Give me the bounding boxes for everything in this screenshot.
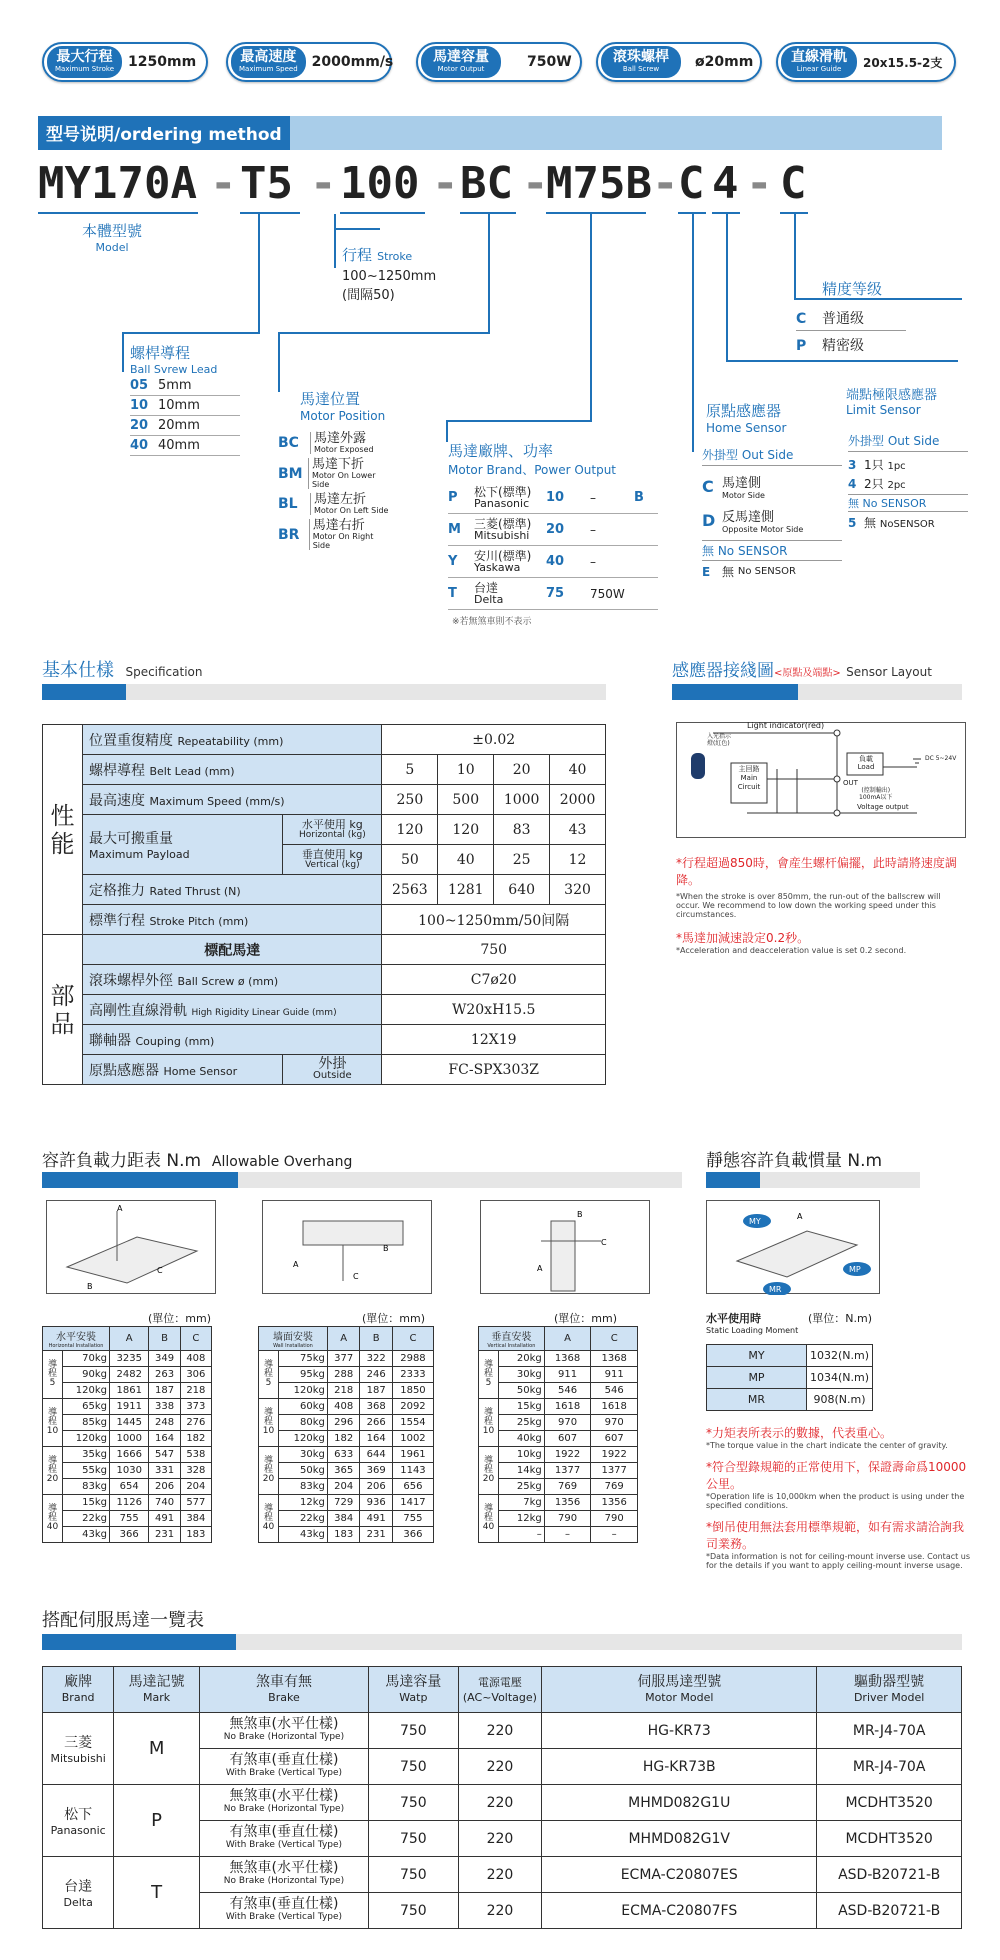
brand-item bbox=[448, 482, 658, 514]
precision-label bbox=[822, 278, 882, 299]
precision-key: P bbox=[796, 338, 807, 354]
motor-strip bbox=[42, 1634, 962, 1650]
brand-label-en: Motor Brand、Power Output bbox=[448, 463, 617, 477]
static-strip bbox=[706, 1172, 920, 1188]
code-brand: M75B bbox=[546, 158, 652, 209]
lead-item bbox=[130, 436, 240, 456]
table-row: 有煞車(垂直仕樣) With Brake (Vertical Type) 750 220 MHMD082G1V MCDHT3520 bbox=[43, 1821, 962, 1857]
sensor-dc-label: DC 5~24V bbox=[925, 755, 957, 762]
position-item bbox=[278, 458, 390, 489]
code-stroke: 100 bbox=[340, 158, 420, 209]
badge-label: 馬達容量 bbox=[433, 49, 489, 65]
table-row: 導程 40 12kg 729 936 1417 bbox=[259, 1495, 434, 1511]
precision-value: 普通级 bbox=[822, 311, 864, 327]
brand-item-cn: 台達 bbox=[474, 580, 499, 595]
spec-table: 性能 位置重復精度 Repeatability (mm) ±0.02 螺桿導程 Belt Lead (mm) 5 10 20 40 最高速度 Maximum Speed (mm/s) 250 500 1000 2000 最大可搬重量 Maximum Payload 水平使用 kg Horizontal (kg) 120 120 83 43 垂直使用 kg Vertical (kg) 50 40 25 12 定格推力 Rated Thrust (N) 2563 1281 640 320 標準行程 Stroke Pitch (mm) 100~1250mm/50间隔 部品 標配馬達 750 滾珠螺桿外徑 Ball Screw ø (mm) C7ø20 高剛性直線滑軌 High Rigidity Linear Guide (mm) W20xH15.5 聯軸器 Couping (mm) 12X19 原點感應器 Home Sensor 外掛 Outside FC-SPX303Z bbox=[42, 724, 606, 1085]
table-row: 120kg 1861 187 218 bbox=[43, 1383, 212, 1399]
ordering-title: 型号说明/ordering method bbox=[38, 116, 290, 150]
brand-item-en: Panasonic bbox=[474, 496, 530, 510]
lead-item bbox=[130, 376, 240, 396]
code-lead: T5 bbox=[240, 158, 293, 209]
lead-item-value: 5mm bbox=[158, 378, 192, 393]
brand-item-dash: 750W bbox=[590, 586, 625, 601]
badge-value: 750W bbox=[527, 54, 572, 70]
brand-label bbox=[448, 440, 616, 478]
position-item-key: BL bbox=[278, 496, 298, 512]
code-home: C bbox=[678, 158, 705, 209]
brand-items bbox=[448, 482, 658, 610]
table-row: 12kg 790 790 bbox=[479, 1511, 638, 1527]
table-row: 55kg 1030 331 328 bbox=[43, 1463, 212, 1479]
badge-value: 2000mm/s bbox=[311, 54, 394, 70]
lead-item-value: 20mm bbox=[158, 418, 200, 433]
brand-item-power: 75 bbox=[546, 586, 565, 601]
position-item-key: BC bbox=[278, 435, 299, 451]
table-row: MR 908(N.m) bbox=[707, 1389, 873, 1411]
table-row: – – – bbox=[479, 1527, 638, 1543]
table-row: 導程 40 15kg 1126 740 577 bbox=[43, 1495, 212, 1511]
position-item-cn: 馬達下折 bbox=[311, 457, 364, 472]
overhang-image-vertical bbox=[480, 1200, 650, 1294]
sensor-control-label: (控制輸出) 100mA以下 bbox=[859, 787, 893, 801]
badge-label: 最大行程 bbox=[56, 49, 113, 65]
svg-text:MP: MP bbox=[849, 1265, 861, 1274]
brand-item-en: Yaskawa bbox=[474, 560, 521, 574]
brand-item-en: Mitsubishi bbox=[474, 528, 530, 542]
svg-text:C: C bbox=[601, 1238, 607, 1247]
badge-label: 最高速度 bbox=[240, 49, 297, 65]
svg-text:B: B bbox=[87, 1282, 93, 1291]
code-dash: - bbox=[210, 158, 237, 209]
sensor-light-label: Light indicator(red) bbox=[747, 721, 825, 730]
home-out-label: 外掛型 Out Side bbox=[702, 446, 842, 466]
sensor-vout-label: Voltage output bbox=[857, 803, 909, 811]
overhang-table: 墙面安裝 Wall Installation A B C 導程 5 75kg 377 322 2988 95kg 288 246 2333 120kg 218 187 1850 導程 10 60kg 408 368 2092 80kg 296 266 1554 120kg 182 164 1002 導程 20 30kg 633 644 1961 50kg 365 369 1143 83kg 204 206 656 導程 40 12kg 729 936 1417 22kg 384 491 755 43kg 183 231 366 bbox=[258, 1326, 434, 1543]
motor-table: 廠牌 Brand 馬達記號 Mark 煞車有無 Brake 馬達容量 Watp 電源電壓 (AC~Voltage) 伺服馬達型號 Motor Model 驅動器型號 Driver Model 三菱 Mitsubishi M 無煞車(水平仕樣) No Brake (Horizontal Type) 750 220 HG-KR73 MR-J4-70A 有煞車(垂直仕樣) With Brake (Vertical Type) 750 220 HG-KR73B MR-J4-70A 松下 Panasonic P 無煞車(水平仕樣) No Brake (Horizontal Type) 750 220 MHMD082G1U MCDHT3520 有煞車(垂直仕樣) With Brake (Vertical Type) 750 220 MHMD082G1V MCDHT3520 台達 Delta T 無煞車(水平仕樣) No Brake (Horizontal Type) 750 220 ECMA-C20807ES ASD-B20721-B 有煞車(垂直仕樣) With Brake (Vertical Type) 750 220 ECMA-C20807FS ASD-B20721-B bbox=[42, 1666, 962, 1929]
lead-item bbox=[130, 396, 240, 416]
code-dash: - bbox=[652, 158, 679, 209]
table-row: 導程 5 75kg 377 322 2988 bbox=[259, 1351, 434, 1367]
limit-label-cn: 端點極限感應器 bbox=[846, 388, 938, 403]
table-row: 43kg 366 231 183 bbox=[43, 1527, 212, 1543]
model-label-cn: 本體型號 bbox=[82, 222, 143, 240]
table-row: 30kg 911 911 bbox=[479, 1367, 638, 1383]
badge-motor-output bbox=[416, 42, 582, 82]
spec-strip bbox=[42, 684, 606, 700]
spec-side-parts: 部品 bbox=[43, 935, 83, 1085]
position-label-en: Motor Position bbox=[300, 409, 386, 423]
badge-max-speed bbox=[226, 42, 392, 82]
svg-text:MY: MY bbox=[749, 1217, 761, 1226]
code-dash: - bbox=[746, 158, 773, 209]
badge-label: 直線滑軌 bbox=[791, 49, 847, 65]
table-row: 松下 Panasonic P 無煞車(水平仕樣) No Brake (Horizontal Type) 750 220 MHMD082G1U MCDHT3520 bbox=[43, 1785, 962, 1821]
precision-value: 精密级 bbox=[822, 338, 864, 354]
lead-block bbox=[130, 342, 240, 456]
brand-item-power: 10 bbox=[546, 490, 565, 505]
model-label bbox=[82, 220, 142, 254]
table-row: 83kg 654 206 204 bbox=[43, 1479, 212, 1495]
home-e-cn: 無 bbox=[722, 565, 735, 579]
table-row: 台達 Delta T 無煞車(水平仕樣) No Brake (Horizontal Type) 750 220 ECMA-C20807ES ASD-B20721-B bbox=[43, 1857, 962, 1893]
sensor-led-label: 入光指示燈(紅色) bbox=[707, 733, 732, 747]
table-row: 有煞車(垂直仕樣) With Brake (Vertical Type) 750 220 HG-KR73B MR-J4-70A bbox=[43, 1749, 962, 1785]
code-dash: - bbox=[432, 158, 459, 209]
limit-none-label: 無 No SENSOR bbox=[848, 494, 968, 512]
table-row: 導程 20 35kg 1666 547 538 bbox=[43, 1447, 212, 1463]
table-row: 22kg 755 491 384 bbox=[43, 1511, 212, 1527]
home-label bbox=[706, 400, 786, 435]
table-row: 導程 5 70kg 3235 349 408 bbox=[43, 1351, 212, 1367]
brand-item-dash: – bbox=[590, 522, 596, 537]
overhang-unit: (單位：mm) bbox=[362, 1312, 426, 1325]
badge-value: 1250mm bbox=[128, 54, 197, 70]
lead-label-cn: 螺桿導程 bbox=[130, 344, 191, 362]
static-notes: *力矩表所表示的數據，代表重心。 *The torque value in the chart indicate the center of gravity. *符合型錄規範的正常使用下，保證壽命爲10000公里。 *Operation life is 10,000km when the product is using under the specified conditions. *倒吊使用無法套用標準規範，如有需求請洽詢我司業務。 *Data information is not for ceiling-mount inverse use. Contact us for the details if you want to apply ceiling-mount inverse usage. bbox=[706, 1426, 971, 1570]
limit-item-cn: 1只 bbox=[864, 458, 884, 472]
svg-text:A: A bbox=[537, 1264, 543, 1273]
brand-item-en: Delta bbox=[474, 592, 504, 606]
position-item-cn: 馬達左折 bbox=[314, 492, 367, 507]
home-item-cn: 反馬達側 bbox=[722, 510, 775, 525]
badge-linear-guide bbox=[776, 42, 956, 82]
brand-label-cn: 馬達廠牌、功率 bbox=[448, 442, 554, 460]
stroke-step: (間隔50) bbox=[342, 288, 395, 303]
brand-item-cn: 三菱(標準) bbox=[474, 516, 532, 531]
lead-item-value: 40mm bbox=[158, 438, 200, 453]
limit-item-key: 3 bbox=[848, 458, 857, 472]
stroke-block bbox=[342, 244, 436, 303]
home-label-en: Home Sensor bbox=[706, 421, 787, 435]
table-row: 14kg 1377 1377 bbox=[479, 1463, 638, 1479]
table-row: 120kg 1000 164 182 bbox=[43, 1431, 212, 1447]
brand-item-key: Y bbox=[448, 554, 458, 569]
precision-key: C bbox=[796, 311, 807, 327]
brand-item-key: P bbox=[448, 490, 458, 505]
svg-text:C: C bbox=[157, 1266, 163, 1275]
sensor-load-label: 負載 Load bbox=[857, 755, 875, 771]
table-row: MY 1032(N.m) bbox=[707, 1345, 873, 1367]
position-item-en: Motor On Lower Side bbox=[311, 471, 376, 489]
home-item-key: D bbox=[702, 510, 716, 530]
overhang-unit: (單位：mm) bbox=[148, 1312, 212, 1325]
brand-item-key: T bbox=[448, 586, 457, 601]
overhang-strip bbox=[42, 1172, 682, 1188]
limit-label-en: Limit Sensor bbox=[846, 403, 921, 417]
table-row: 導程 10 60kg 408 368 2092 bbox=[259, 1399, 434, 1415]
table-row: 120kg 182 164 1002 bbox=[259, 1431, 434, 1447]
table-row: 25kg 769 769 bbox=[479, 1479, 638, 1495]
table-row: 50kg 546 546 bbox=[479, 1383, 638, 1399]
position-items bbox=[278, 432, 390, 554]
limit-item-key: 4 bbox=[848, 477, 857, 491]
table-row: 80kg 296 266 1554 bbox=[259, 1415, 434, 1431]
lead-item bbox=[130, 416, 240, 436]
badge-label-en: Maximum Stroke bbox=[55, 65, 115, 73]
overhang-image-wall bbox=[262, 1200, 432, 1294]
badge-max-stroke bbox=[42, 42, 208, 82]
table-row: 85kg 1445 248 276 bbox=[43, 1415, 212, 1431]
table-row: 導程 20 10kg 1922 1922 bbox=[479, 1447, 638, 1463]
home-item-en: Opposite Motor Side bbox=[722, 525, 804, 534]
brand-item-power: 40 bbox=[546, 554, 565, 569]
brand-item-cn: 松下(標準) bbox=[474, 484, 532, 499]
precision-items bbox=[796, 306, 906, 359]
position-label bbox=[300, 388, 385, 423]
position-item-cn: 馬達外露 bbox=[314, 431, 367, 446]
limit-e-en: NoSENSOR bbox=[879, 519, 935, 530]
table-row: 導程 5 20kg 1368 1368 bbox=[479, 1351, 638, 1367]
sensor-strip bbox=[672, 684, 962, 700]
overhang-table: 水平安裝 Horizontal Installation A B C 導程 5 70kg 3235 349 408 90kg 2482 263 306 120kg 1861 187 218 導程 10 65kg 1911 338 373 85kg 1445 248 276 120kg 1000 164 182 導程 20 35kg 1666 547 538 55kg 1030 331 328 83kg 654 206 204 導程 40 15kg 1126 740 577 22kg 755 491 384 43kg 366 231 183 bbox=[42, 1326, 212, 1543]
lead-item-key: 20 bbox=[130, 418, 149, 433]
stroke-label-en: Stroke bbox=[377, 250, 413, 263]
limit-label bbox=[846, 384, 937, 417]
position-label-cn: 馬達位置 bbox=[300, 390, 361, 408]
position-item-key: BR bbox=[278, 526, 300, 543]
table-row: 導程 10 15kg 1618 1618 bbox=[479, 1399, 638, 1415]
table-row: 導程 20 30kg 633 644 1961 bbox=[259, 1447, 434, 1463]
code-dash: - bbox=[522, 158, 549, 209]
table-row: 120kg 218 187 1850 bbox=[259, 1383, 434, 1399]
table-row: 40kg 607 607 bbox=[479, 1431, 638, 1447]
position-item bbox=[278, 493, 390, 515]
table-row: 三菱 Mitsubishi M 無煞車(水平仕樣) No Brake (Horizontal Type) 750 220 HG-KR73 MR-J4-70A bbox=[43, 1713, 962, 1749]
motor-title: 搭配伺服馬達一覽表 bbox=[42, 1610, 204, 1631]
limit-e-key: 5 bbox=[848, 516, 857, 530]
brand-item-key: M bbox=[448, 522, 461, 537]
svg-text:C: C bbox=[353, 1272, 359, 1281]
brand-item-cn: 安川(標準) bbox=[474, 548, 532, 563]
model-label-en: Model bbox=[95, 241, 129, 254]
limit-item-en: 2pc bbox=[887, 480, 906, 491]
spec-title: 基本仕樣 Specification bbox=[42, 660, 203, 681]
home-label-cn: 原點感應器 bbox=[706, 402, 782, 420]
overhang-unit: (單位：mm) bbox=[554, 1312, 618, 1325]
home-e-en: No SENSOR bbox=[737, 566, 796, 577]
badge-value: 20x15.5-2支 bbox=[863, 55, 943, 70]
brand-item bbox=[448, 578, 658, 610]
position-item bbox=[278, 432, 390, 454]
badge-label-en: Linear Guide bbox=[796, 65, 842, 73]
badge-label-en: Maximum Speed bbox=[239, 65, 298, 73]
code-model: MY170A bbox=[38, 158, 197, 209]
svg-text:B: B bbox=[577, 1210, 583, 1219]
code-position: BC bbox=[460, 158, 513, 209]
lead-item-key: 10 bbox=[130, 398, 149, 413]
home-item-key: C bbox=[702, 476, 714, 496]
table-row: 90kg 2482 263 306 bbox=[43, 1367, 212, 1383]
position-item-en: Motor On Left Side bbox=[314, 506, 389, 515]
table-row: 導程 10 65kg 1911 338 373 bbox=[43, 1399, 212, 1415]
home-item-en: Motor Side bbox=[722, 491, 765, 500]
brand-item-brake: B bbox=[634, 490, 644, 505]
stroke-label-cn: 行程 bbox=[342, 246, 373, 264]
stroke-range: 100~1250mm bbox=[342, 269, 437, 284]
lead-label-en: Ball Svrew Lead bbox=[130, 363, 218, 376]
table-row: 83kg 204 206 656 bbox=[259, 1479, 434, 1495]
home-items bbox=[702, 446, 842, 580]
code-limit: 4 bbox=[712, 158, 739, 209]
brand-item-dash: – bbox=[590, 490, 596, 505]
sensor-main-label: 主回路 Main Circuit bbox=[737, 765, 761, 791]
position-item-en: Motor Exposed bbox=[314, 445, 374, 454]
home-item-cn: 馬達側 bbox=[722, 476, 762, 491]
svg-text:A: A bbox=[797, 1212, 803, 1221]
badge-ball-screw bbox=[596, 42, 762, 82]
svg-text:A: A bbox=[293, 1260, 299, 1269]
static-table bbox=[706, 1344, 873, 1411]
position-item-key: BM bbox=[278, 465, 303, 482]
svg-text:B: B bbox=[383, 1244, 389, 1253]
static-use: 水平使用時 Static Loading Moment bbox=[706, 1312, 799, 1335]
sensor-out-label: OUT bbox=[843, 779, 858, 787]
static-image bbox=[706, 1200, 880, 1294]
lead-item-key: 05 bbox=[130, 378, 149, 393]
static-title: 靜態容許負載慣量 N.m bbox=[706, 1151, 883, 1171]
spec-side-performance: 性能 bbox=[43, 725, 83, 935]
home-none-label: 無 No SENSOR bbox=[702, 540, 842, 561]
sensor-title: 感應器接綫圖<原點及端點> Sensor Layout bbox=[672, 661, 932, 681]
svg-text:MR: MR bbox=[769, 1285, 782, 1294]
brand-item-dash: – bbox=[590, 554, 596, 569]
home-e-key: E bbox=[702, 564, 711, 579]
limit-out-label: 外掛型 Out Side bbox=[848, 432, 968, 452]
spec-repeat-value: ±0.02 bbox=[382, 725, 606, 755]
svg-text:A: A bbox=[117, 1204, 123, 1213]
brand-item bbox=[448, 546, 658, 578]
overhang-image-horizontal bbox=[46, 1200, 216, 1294]
table-row: MP 1034(N.m) bbox=[707, 1367, 873, 1389]
overhang-title: 容許負載力距表 N.m Allowable Overhang bbox=[42, 1151, 353, 1171]
overhang-table: 垂直安裝 Vertical Installation A C 導程 5 20kg 1368 1368 30kg 911 911 50kg 546 546 導程 10 15kg 1618 1618 25kg 970 970 40kg 607 607 導程 20 10kg 1922 1922 14kg 1377 1377 25kg 769 769 導程 40 7kg 1356 1356 12kg 790 790 – – – bbox=[478, 1326, 638, 1543]
sensor-diagram bbox=[676, 722, 966, 838]
limit-item-en: 1pc bbox=[887, 461, 906, 472]
code-precision: C bbox=[780, 158, 807, 209]
table-row: 有煞車(垂直仕樣) With Brake (Vertical Type) 750 220 ECMA-C20807FS ASD-B20721-B bbox=[43, 1893, 962, 1929]
badge-label-en: Motor Output bbox=[437, 65, 485, 73]
brand-item-power: 20 bbox=[546, 522, 565, 537]
table-row: 22kg 384 491 755 bbox=[259, 1511, 434, 1527]
badge-label-en: Ball Screw bbox=[622, 65, 660, 73]
table-row: 25kg 970 970 bbox=[479, 1415, 638, 1431]
table-row: 50kg 365 369 1143 bbox=[259, 1463, 434, 1479]
table-row: 導程 40 7kg 1356 1356 bbox=[479, 1495, 638, 1511]
code-dash: - bbox=[310, 158, 337, 209]
limit-e-cn: 無 bbox=[864, 516, 877, 530]
static-unit: (單位：N.m) bbox=[808, 1312, 873, 1325]
limit-item-cn: 2只 bbox=[864, 477, 884, 491]
badge-label: 滾珠螺桿 bbox=[613, 49, 669, 65]
position-item-en: Motor On Right Side bbox=[312, 532, 374, 550]
badge-value: ø20mm bbox=[695, 54, 754, 70]
lead-item-key: 40 bbox=[130, 438, 149, 453]
table-row: 95kg 288 246 2333 bbox=[259, 1367, 434, 1383]
limit-items bbox=[848, 432, 968, 531]
precision-label-cn: 精度等级 bbox=[822, 280, 883, 298]
table-row: 43kg 183 231 366 bbox=[259, 1527, 434, 1543]
brand-item bbox=[448, 514, 658, 546]
sensor-notes: *行程超過850時，會産生螺杆偏擺，此時請將速度調降。 *When the stroke is over 850mm, the run-out of the ballscrew will occur. We recommend to low down the working speed under this circumstances. *馬達加減速設定0.2秒。 *Acceleration and deacceleration value is set 0.2 second. bbox=[676, 856, 957, 955]
brand-note: ※若無煞車則不表示 bbox=[452, 617, 532, 627]
lead-item-value: 10mm bbox=[158, 398, 200, 413]
position-item-cn: 馬達右折 bbox=[312, 518, 365, 533]
position-item bbox=[278, 519, 390, 550]
